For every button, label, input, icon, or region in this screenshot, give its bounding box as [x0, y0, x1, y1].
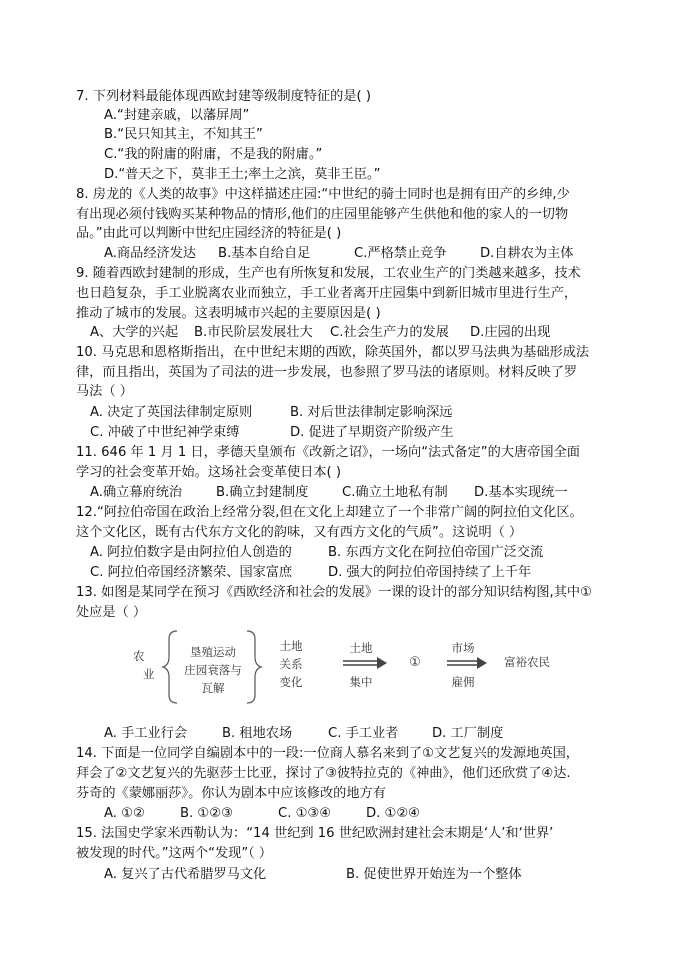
q12-option-c: C. 阿拉伯帝国经济繁荣、国家富庶: [90, 565, 293, 580]
q7-stem: 7. 下列材料最能体现西欧封建等级制度特征的是( ): [76, 89, 372, 104]
q13-option-c: C. 手工业者: [328, 726, 399, 741]
q14-line-1: 14. 下面是一位同学自编剧本中的一段:一位商人慕名来到了①文艺复兴的发源地英国，: [76, 746, 579, 761]
q9-line-2: 也日趋复杂，手工业脱离农业而独立，手工业者离开庄园集中到新旧城市里进行生产，: [76, 286, 578, 301]
q9-option-a: A、大学的兴起: [90, 325, 179, 340]
q12-line-2: 这个文化区，既有古代东方文化的韵味，又有西方文化的气质”。这说明（ ）: [76, 525, 523, 540]
q14-option-a: A. ①②: [104, 806, 145, 821]
left-brace: [163, 631, 177, 703]
arrow-land: [343, 657, 387, 669]
right-brace: [247, 631, 261, 703]
q14-option-d: D. ①②④: [366, 806, 421, 821]
node-land-concentration: 集中: [349, 675, 373, 689]
q14-option-c: C. ①③④: [278, 806, 332, 821]
q7-option-a: A.“封建亲戚，以藩屏周”: [104, 108, 250, 123]
q13-line-1: 13. 如图是某同学在预习《西欧经济和社会的发展》一课的设计的部分知识结构图,其中①: [76, 585, 592, 600]
q8-line-1: 8. 房龙的《人类的故事》中这样描述庄园:“中世纪的骑士同时也是拥有田产的乡绅,少: [76, 187, 570, 202]
q8-line-3: 品。”由此可以判断中世纪庄园经济的特征是( ): [76, 226, 342, 241]
q12-option-a: A. 阿拉伯数字是由阿拉伯人创造的: [90, 545, 292, 560]
q14-line-3: 芬奇的《蒙娜丽莎》。你认为剧本中应该修改的地方有: [76, 786, 386, 801]
q10-line-2: 律，而且指出，英国为了司法的进一步发展，也参照了罗马法的诸原则。材料反映了罗: [76, 365, 578, 380]
q9-option-b: B.市民阶层发展壮大: [194, 325, 313, 340]
node-agriculture-2: 业: [143, 667, 155, 681]
node-rich-farmers: 富裕农民: [504, 655, 550, 669]
q12-option-d: D. 强大的阿拉伯帝国持续了上千年: [328, 565, 532, 580]
q15-line-1: 15. 法国史学家米西勒认为：“14 世纪到 16 世纪欧洲封建社会末期是‘人’和‘世界’: [76, 826, 554, 841]
q15-line-2: 被发现的时代。”这两个“发现”（ ）: [76, 846, 273, 861]
q9-line-1: 9. 随着西欧封建制的形成，生产也有所恢复和发展，工农业生产的门类越来越多，技术: [76, 266, 581, 281]
node-manor-decline: 庄园衰落与: [184, 663, 242, 677]
q10-option-b: B. 对后世法律制定影响深远: [290, 405, 453, 420]
q8-line-2: 有出现必须付钱购买某种物品的情形,他们的庄园里能够产生供他和他的家人的一切物: [76, 207, 569, 222]
node-collapse: 瓦解: [201, 681, 225, 695]
q10-option-a: A. 决定了英国法律制定原则: [90, 405, 253, 420]
node-land-top: 土地: [349, 641, 373, 655]
q9-line-3: 推动了城市的发展。这表明城市兴起的主要原因是( ): [76, 306, 381, 321]
node-reclamation: 垦殖运动: [190, 645, 236, 659]
q11-option-c: C.确立土地私有制: [342, 485, 448, 500]
q14-line-2: 拜会了②文艺复兴的先驱莎士比亚，探讨了③彼特拉克的《神曲》，他们还欣赏了④达.: [76, 766, 571, 781]
q13-option-a: A. 手工业行会: [104, 726, 188, 741]
node-land-relation-3: 变化: [279, 675, 303, 689]
q11-line-2: 学习的社会变革开始。这场社会变革使日本( ): [76, 465, 342, 480]
q11-option-d: D.基本实现统一: [474, 485, 568, 500]
q10-line-3: 马法（ ）: [76, 384, 133, 399]
q12-option-b: B. 东西方文化在阿拉伯帝国广泛交流: [328, 545, 544, 560]
node-land-relation-2: 关系: [279, 657, 303, 671]
q13-option-b: B. 租地农场: [222, 726, 293, 741]
q15-option-a: A. 复兴了古代希腊罗马文化: [104, 867, 267, 882]
node-market: 市场: [451, 641, 475, 655]
q8-option-b: B.基本自给自足: [218, 246, 311, 261]
q9-option-c: C.社会生产力的发展: [330, 325, 449, 340]
q7-option-d: D.“普天之下，莫非王土;率土之滨，莫非王臣。”: [104, 167, 381, 182]
q10-option-d: D. 促进了早期资产阶级产生: [290, 425, 454, 440]
q10-option-c: C. 冲破了中世纪神学束缚: [90, 425, 240, 440]
q8-option-c: C.严格禁止竞争: [354, 246, 447, 261]
node-employment: 雇佣: [451, 675, 475, 689]
q8-option-a: A.商品经济发达: [104, 246, 197, 261]
knowledge-structure-diagram: [125, 627, 565, 707]
node-agriculture-1: 农: [133, 649, 145, 663]
q13-option-d: D. 工厂制度: [432, 726, 504, 741]
q7-option-c: C.“我的附庸的附庸，不是我的附庸。”: [104, 147, 323, 162]
arrow-market: [447, 657, 487, 669]
q10-line-1: 10. 马克思和恩格斯指出，在中世纪末期的西欧，除英国外，都以罗马法典为基础形成法: [76, 345, 590, 360]
q8-option-d: D.自耕农为主体: [480, 246, 574, 261]
node-land-relation-1: 土地: [279, 639, 303, 653]
q13-line-2: 处应是（ ）: [76, 605, 147, 620]
q11-option-b: B.确立封建制度: [216, 485, 309, 500]
node-blank-1: ①: [409, 655, 421, 670]
q15-option-b: B. 促使世界开始连为一个整体: [346, 867, 522, 882]
q7-option-b: B.“民只知其主，不知其王”: [104, 127, 263, 142]
q11-option-a: A.确立幕府统治: [90, 485, 183, 500]
q12-line-1: 12.“阿拉伯帝国在政治上经常分裂,但在文化上却建立了一个非常广阔的阿拉伯文化区。: [76, 505, 583, 520]
q9-option-d: D.庄园的出现: [470, 325, 551, 340]
q11-line-1: 11. 646 年 1 月 1 日，孝德天皇颁布《改新之诏》，一场向“法式备定”的大唐帝国全面: [76, 445, 580, 460]
q14-option-b: B. ①②③: [180, 806, 233, 821]
